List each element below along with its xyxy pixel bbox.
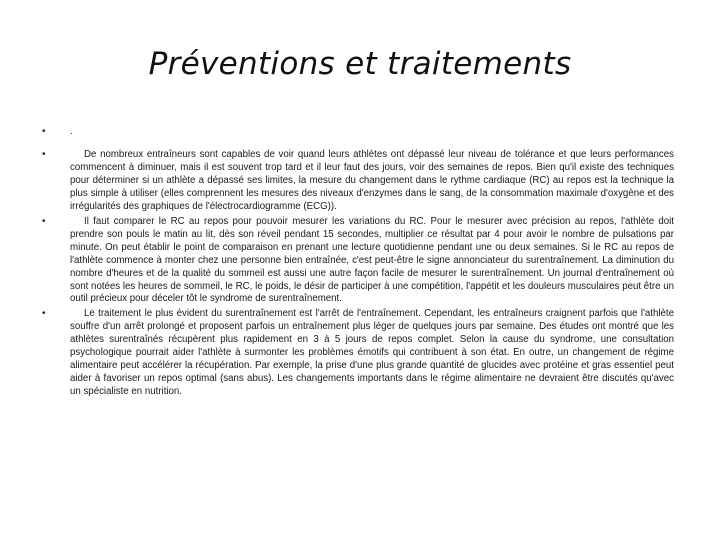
list-item [42, 216, 674, 307]
slide-title: Préventions et traitements [148, 46, 572, 82]
list-item-text: Il faut comparer le RC au repos pour pouvoir mesurer les variations du RC. Pour le mesurer avec précision au repos, l'athlète doit prendre son pouls le matin au lit, dès son réveil pendant 15 secondes, multiplier ce résultat par 4 pour avoir le nombre de pulsations par minute. On peut établir le point de comparaison en prenant une lecture quotidienne pendant une ou deux semaines. Si le RC au repos de l'athlète commence à monter chez une personne bien entraînée, c'est peut-être le signe annonciateur du surentraînement. La diminution du nombre d'heures et de la qualité du sommeil est aussi une autre façon facile de mesurer le surentraînement. Un journal d'entraînement où sont notées les heures de sommeil, le RC, le poids, le désir de participer à une compétition, l'appétit et les douleurs musculaires peut être un outil précieux pour déceler tôt le syndrome de surentraînement. [70, 215, 674, 305]
bullet-icon: • [42, 149, 46, 160]
bullet-icon: • [42, 308, 46, 320]
list-item [42, 149, 674, 214]
list-item-text: De nombreux entraîneurs sont capables de voir quand leurs athlètes ont dépassé leur niveau de tolérance et que leurs performances commencent à diminuer, mais il est souvent trop tard et il leur faut des jours, voir des semaines de repos. Bien qu'il existe des techniques pour déterminer si un athlète a dépassé ses limites, la mesure du changement dans le rythme cardiaque (RC) au repos est la technique la plus simple à utiliser (elles comprennent les mesures des niveaux d'enzymes dans le sang, de la consommation maximale d'oxygène et des irrégularités des graphiques de l'électrocardiogramme (ECG)). [70, 149, 674, 212]
list-item [42, 308, 674, 399]
list-item [42, 126, 674, 148]
bullet-icon: • [42, 215, 46, 227]
bullet-icon: • [42, 126, 46, 137]
list-item-text: Le traitement le plus évident du surentraînement est l'arrêt de l'entraînement. Cependant, les entraîneurs craignent parfois que l'athlète souffre d'un arrêt prolongé et proposent parfois un entraînement plus léger de quelques jours par semaine. Des études ont montré que les athlètes surentraînés récupèrent plus rapidement en 3 à 5 jours de repos complet. Selon la cause du syndrome, une consultation psychologique pourrait aider l'athlète à surmonter les problèmes émotifs qui contribuent à son état. En outre, un changement de régime alimentaire peut accélérer la récupération. Par exemple, la prise d'une plus grande quantité de glucides avec protéine et gras essentiel peut aider à favoriser un repos optimal (sans abus). Les changements importants dans le régime alimentaire ne devraient être discutés qu'avec un spécialiste en nutrition. [70, 308, 674, 398]
bullet-list [42, 126, 674, 399]
list-item-text: . [70, 126, 73, 137]
